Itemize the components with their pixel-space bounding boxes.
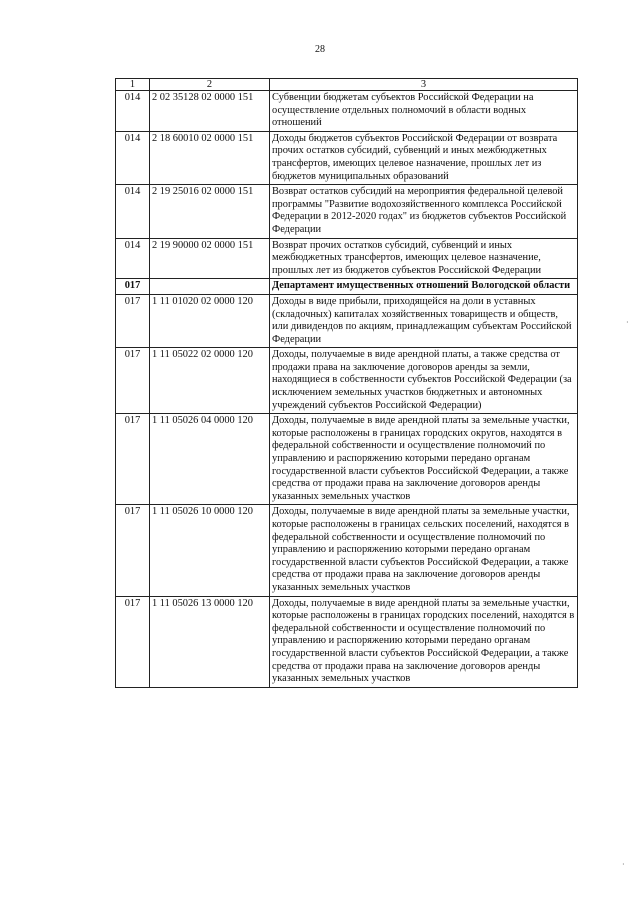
revenue-name-cell: Доходы, получаемые в виде арендной платы за земельные участки, которые расположены в границах городских округов, находятся в федеральной собственности и осуществление полномочий по управлению и распоряжению которыми передано органам государственной власти субъектов Российской Федерации, а также средства от продажи права на заключение договоров аренды указанных земельных участков: [270, 414, 578, 505]
revenue-code-cell: 1 11 05026 13 0000 120: [150, 596, 270, 687]
admin-code-cell: 014: [116, 238, 150, 279]
revenue-name-cell: Доходы бюджетов субъектов Российской Федерации от возврата прочих остатков субсидий, субвенций и иных межбюджетных трансфертов, имеющих целевое назначение, прошлых лет из бюджетов муниципальных образований: [270, 131, 578, 184]
revenue-codes-table: [115, 78, 578, 688]
scan-dot-mark: ·: [626, 318, 629, 327]
admin-code-cell: 017: [116, 414, 150, 505]
table-row: [116, 505, 578, 596]
page-number: 28: [315, 44, 325, 55]
scan-dot-mark: ·: [622, 860, 625, 869]
revenue-code-cell: 1 11 05026 10 0000 120: [150, 505, 270, 596]
table-row: [116, 294, 578, 347]
revenue-name-cell: Доходы, получаемые в виде арендной платы, а также средства от продажи права на заключение договоров аренды за земли, находящиеся в собственности субъектов Российской Федерации (за исключением земельных участков бюджетных и автономных учреждений субъектов Российской Федерации): [270, 348, 578, 414]
revenue-name-cell: Возврат остатков субсидий на мероприятия федеральной целевой программы "Развитие водохозяйственного комплекса Российской Федерации в 2012-2020 годах" из бюджетов субъектов Российской Федерации: [270, 185, 578, 238]
table-row: [116, 348, 578, 414]
revenue-name-cell: Доходы, получаемые в виде арендной платы за земельные участки, которые расположены в границах городских поселений, находятся в федеральной собственности и осуществление полномочий по управлению и распоряжению которыми передано органам государственной власти субъектов Российской Федерации, а также средства от продажи права на заключение договоров аренды указанных земельных участков: [270, 596, 578, 687]
table-row: [116, 91, 578, 132]
admin-code-cell: 017: [116, 596, 150, 687]
revenue-code-cell: 2 02 35128 02 0000 151: [150, 91, 270, 132]
admin-code-cell: 017: [116, 348, 150, 414]
revenue-name-cell: Субвенции бюджетам субъектов Российской Федерации на осуществление отдельных полномочий в области водных отношений: [270, 91, 578, 132]
revenue-code-cell: 1 11 05022 02 0000 120: [150, 348, 270, 414]
revenue-code-cell: 1 11 05026 04 0000 120: [150, 414, 270, 505]
revenue-code-cell: 2 19 90000 02 0000 151: [150, 238, 270, 279]
revenue-code-cell: [150, 279, 270, 295]
admin-code-cell: 017: [116, 505, 150, 596]
revenue-name-cell: Доходы, получаемые в виде арендной платы за земельные участки, которые расположены в границах сельских поселений, находятся в федеральной собственности и осуществление полномочий по управлению и распоряжению которыми передано органам государственной власти субъектов Российской Федерации, а также средства от продажи права на заключение договоров аренды указанных земельных участков: [270, 505, 578, 596]
admin-code-cell: 014: [116, 91, 150, 132]
revenue-name-cell: Возврат прочих остатков субсидий, субвенций и иных межбюджетных трансфертов, имеющих целевое назначение, прошлых лет из бюджетов субъектов Российской Федерации: [270, 238, 578, 279]
revenue-code-cell: 2 19 25016 02 0000 151: [150, 185, 270, 238]
table-header: [116, 79, 578, 91]
header-col-1: 1: [116, 79, 150, 91]
revenue-code-cell: 2 18 60010 02 0000 151: [150, 131, 270, 184]
header-col-3: 3: [270, 79, 578, 91]
table-row: [116, 596, 578, 687]
table-row: [116, 414, 578, 505]
department-name-cell: Департамент имущественных отношений Вологодской области: [270, 279, 578, 295]
revenue-name-cell: Доходы в виде прибыли, приходящейся на доли в уставных (складочных) капиталах хозяйственных товариществ и обществ, или дивидендов по акциям, принадлежащим субъектам Российской Федерации: [270, 294, 578, 347]
admin-code-cell: 017: [116, 294, 150, 347]
header-col-2: 2: [150, 79, 270, 91]
table-row: [116, 238, 578, 279]
department-row: [116, 279, 578, 295]
admin-code-cell: 014: [116, 131, 150, 184]
revenue-code-cell: 1 11 01020 02 0000 120: [150, 294, 270, 347]
table-row: [116, 131, 578, 184]
admin-code-cell: 017: [116, 279, 150, 295]
table-row: [116, 185, 578, 238]
admin-code-cell: 014: [116, 185, 150, 238]
